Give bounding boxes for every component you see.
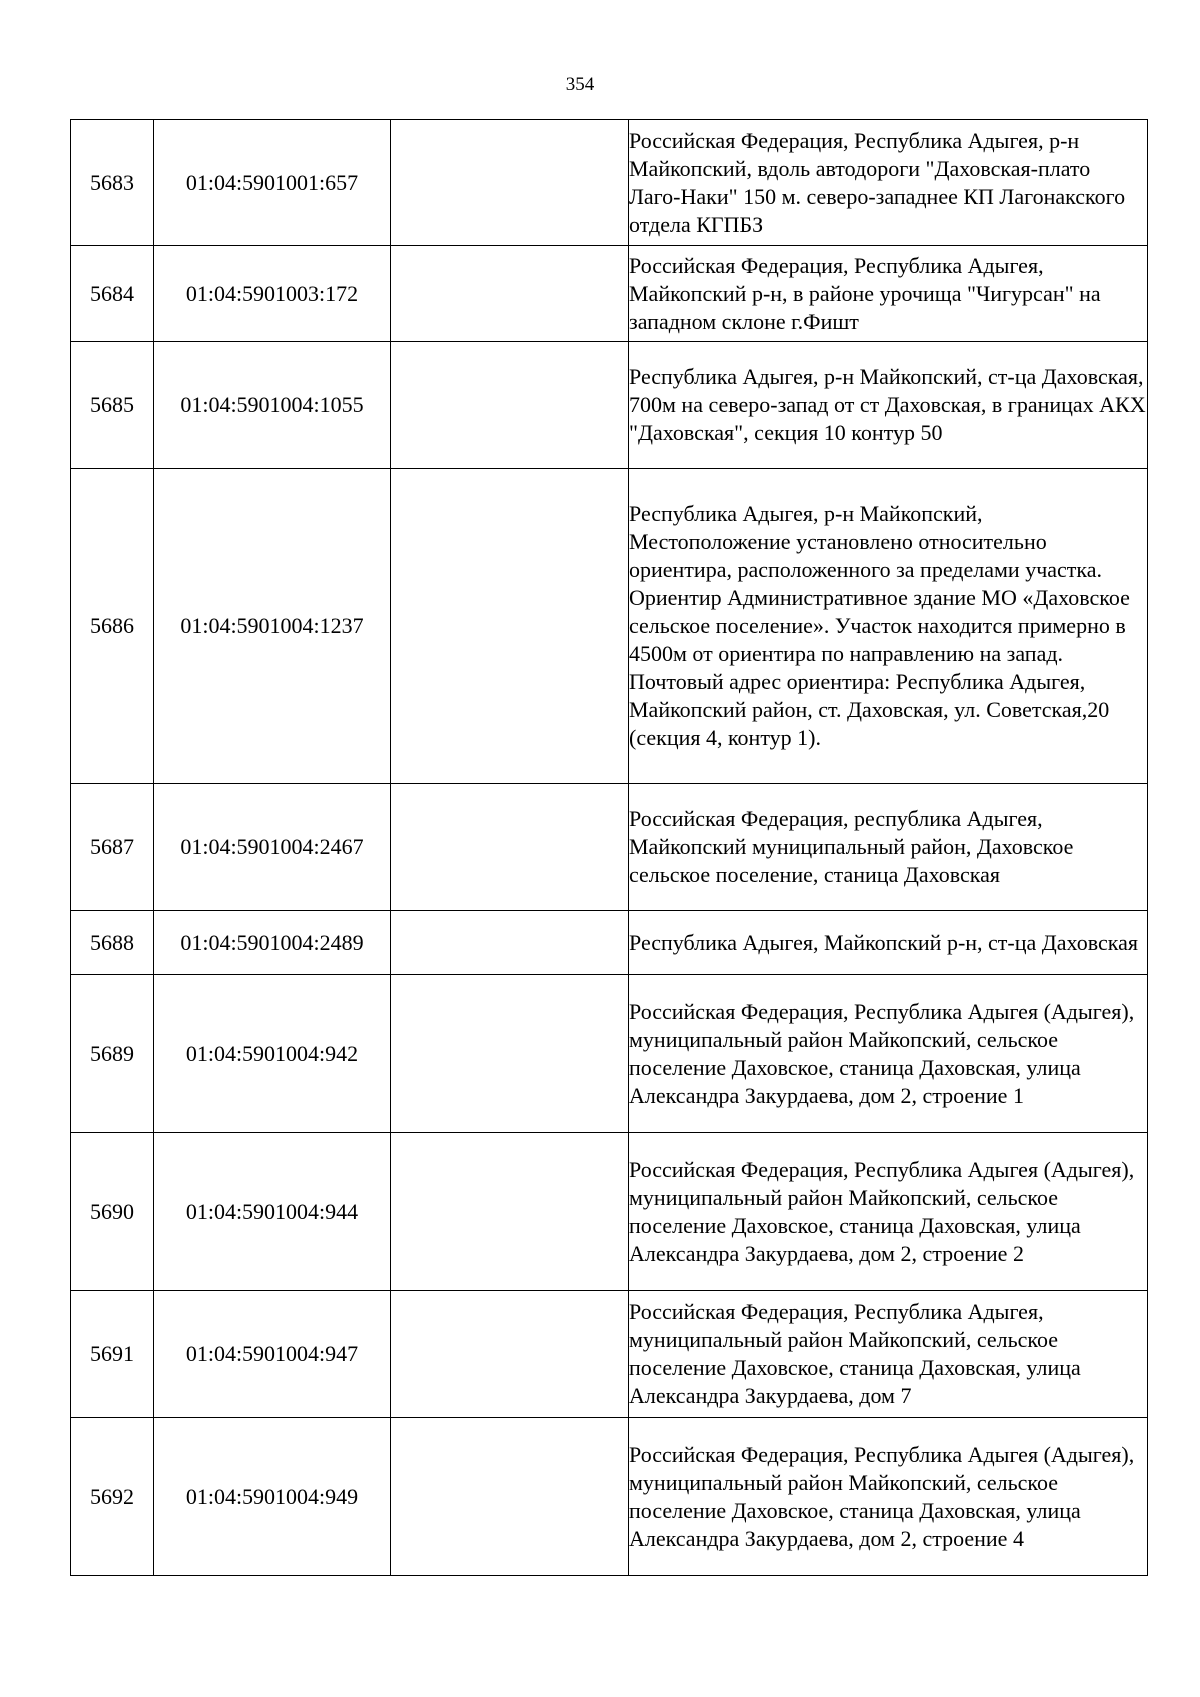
cadastral-number: 01:04:5901003:172 [154,246,391,342]
address-cell [629,246,1148,342]
cadastral-number: 01:04:5901004:942 [154,975,391,1133]
table-row [71,911,1148,975]
empty-cell [391,975,629,1133]
address-text: Республика Адыгея, р-н Майкопский, Местоположение установлено относительно ориентира, расположенного за пределами участка. Ориентир Административное здание МО «Даховское сельское поселение». Участок находится примерно в 4500м от ориентира по направлению на запад. Почтовый адрес ориентира: Республика Адыгея, Майкопский район, ст. Даховская, ул. Советская,20 (секция 4, контур 1). [629,501,1130,750]
table-row [71,1133,1148,1291]
address-cell [629,469,1148,784]
address-cell [629,120,1148,246]
cadastral-number: 01:04:5901004:1237 [154,469,391,784]
empty-cell [391,784,629,911]
empty-cell [391,1133,629,1291]
address-cell [629,1133,1148,1291]
cadastral-number: 01:04:5901004:1055 [154,342,391,469]
table-row [71,1291,1148,1418]
address-text: Российская Федерация, Республика Адыгея, Майкопский р-н, в районе урочища "Чигурсан" на западном склоне г.Фишт [629,252,1101,334]
address-cell [629,911,1148,975]
address-text: Республика Адыгея, Майкопский р-н, ст-ца Даховская [629,929,1138,955]
address-text: Республика Адыгея, р-н Майкопский, ст-ца Даховская, 700м на северо-запад от ст Даховская, в границах АКХ "Даховская", секция 10 контур 50 [629,364,1146,445]
empty-cell [391,246,629,342]
table-row [71,1418,1148,1576]
address-text: Российская Федерация, Республика Адыгея (Адыгея), муниципальный район Майкопский, сельское поселение Даховское, станица Даховская, улица Александра Закурдаева, дом 2, строение 2 [629,1156,1135,1266]
table-row [71,784,1148,911]
row-number: 5691 [71,1291,154,1418]
row-number: 5685 [71,342,154,469]
empty-cell [391,342,629,469]
table-row [71,469,1148,784]
row-number: 5689 [71,975,154,1133]
address-text: Российская Федерация, Республика Адыгея, р-н Майкопский, вдоль автодороги "Даховская-плато Лаго-Наки" 150 м. северо-западнее КП Лагонакского отдела КГПБЗ [629,127,1126,237]
address-text: Российская Федерация, Республика Адыгея, муниципальный район Майкопский, сельское поселение Даховское, станица Даховская, улица Александра Закурдаева, дом 7 [629,1299,1081,1408]
empty-cell [391,1291,629,1418]
address-cell [629,784,1148,911]
row-number: 5688 [71,911,154,975]
address-text: Российская Федерация, Республика Адыгея (Адыгея), муниципальный район Майкопский, сельское поселение Даховское, станица Даховская, улица Александра Закурдаева, дом 2, строение 4 [629,1441,1135,1551]
row-number: 5687 [71,784,154,911]
page-number: 354 [565,74,595,95]
row-number: 5683 [71,120,154,246]
cadastral-number: 01:04:5901001:657 [154,120,391,246]
cadastral-number: 01:04:5901004:2467 [154,784,391,911]
table-row [71,342,1148,469]
address-cell [629,342,1148,469]
table-row [71,120,1148,246]
cadastral-number: 01:04:5901004:947 [154,1291,391,1418]
address-cell [629,975,1148,1133]
address-text: Российская Федерация, республика Адыгея, Майкопский муниципальный район, Даховское сельское поселение, станица Даховская [629,806,1074,887]
address-cell [629,1418,1148,1576]
empty-cell [391,1418,629,1576]
cadastral-number: 01:04:5901004:944 [154,1133,391,1291]
empty-cell [391,469,629,784]
cadastral-number: 01:04:5901004:2489 [154,911,391,975]
row-number: 5684 [71,246,154,342]
land-plots-table [70,119,1148,1576]
row-number: 5692 [71,1418,154,1576]
table-row [71,246,1148,342]
row-number: 5686 [71,469,154,784]
address-text: Российская Федерация, Республика Адыгея (Адыгея), муниципальный район Майкопский, сельское поселение Даховское, станица Даховская, улица Александра Закурдаева, дом 2, строение 1 [629,998,1135,1108]
empty-cell [391,911,629,975]
cadastral-number: 01:04:5901004:949 [154,1418,391,1576]
empty-cell [391,120,629,246]
address-cell [629,1291,1148,1418]
table-row [71,975,1148,1133]
row-number: 5690 [71,1133,154,1291]
